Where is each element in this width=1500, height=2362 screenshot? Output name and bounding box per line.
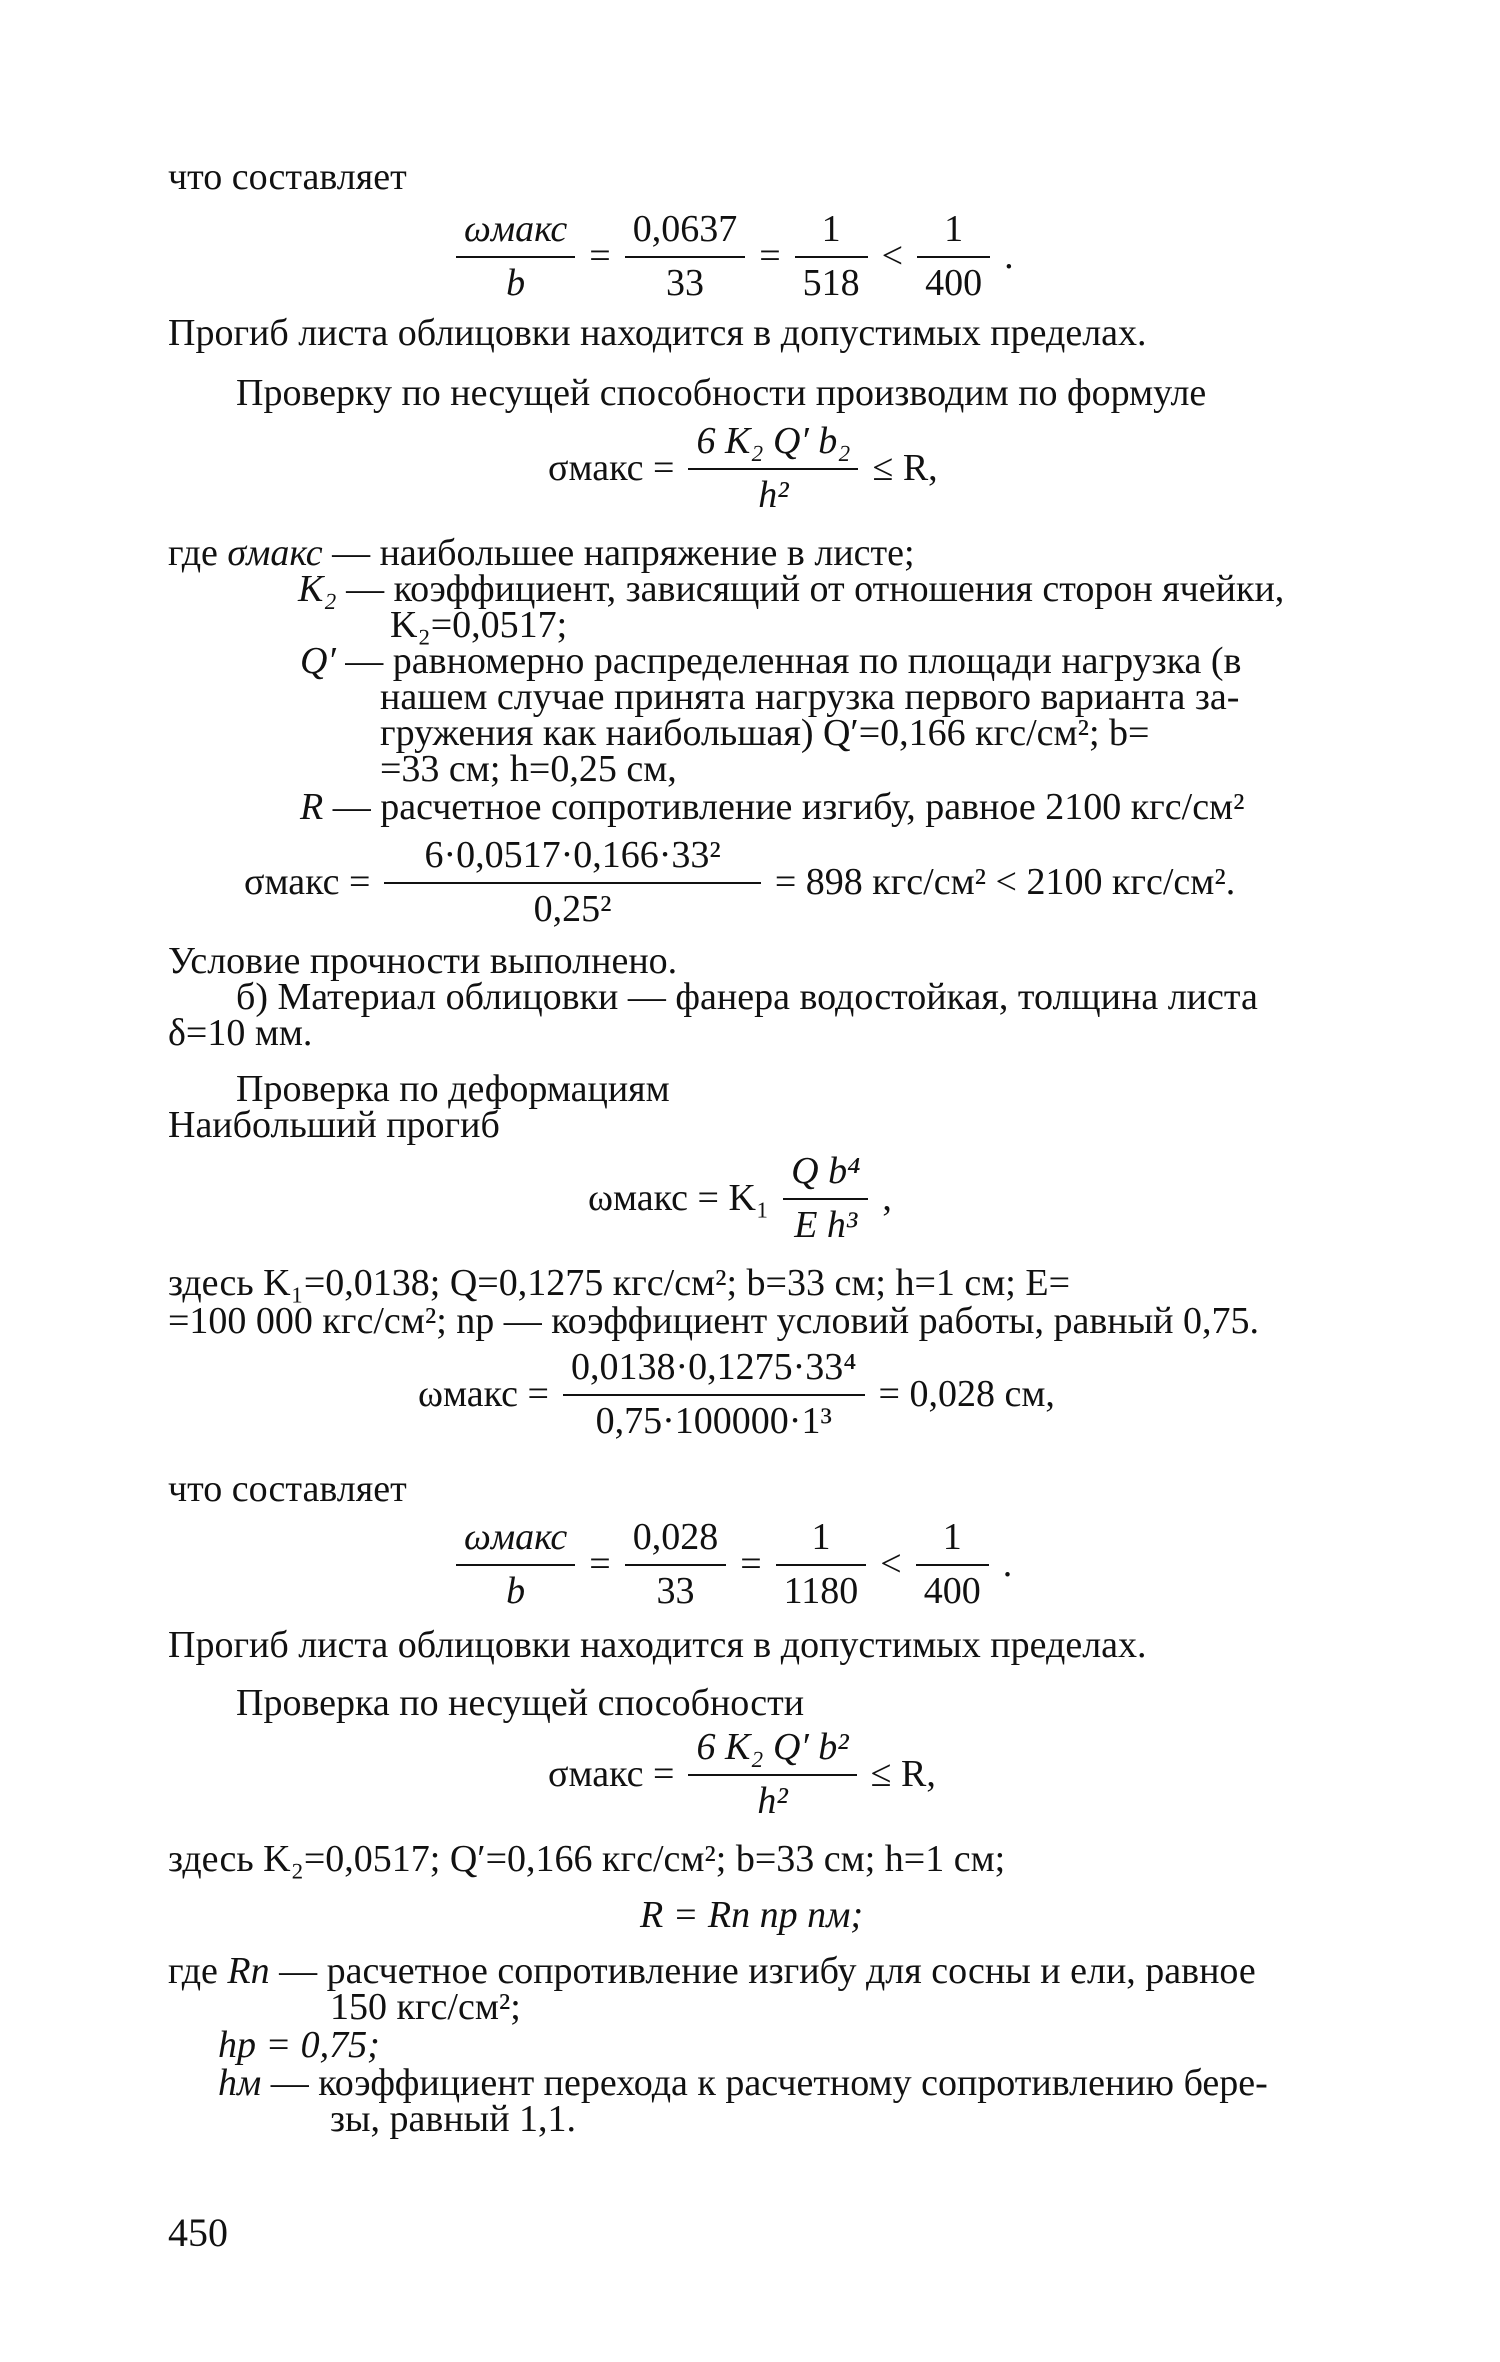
text-line: что составляет [168, 1468, 407, 1510]
definition-row: Q′ — равномерно распределенная по площади нагрузка (в [300, 640, 1242, 682]
definition-row: где Rп — расчетное сопротивление изгибу для сосны и ели, равное [168, 1950, 1256, 1992]
formula-design-resistance: R = Rп nр nм; [640, 1894, 863, 1936]
text-line: Прогиб листа облицовки находится в допустимых пределах. [168, 1624, 1147, 1666]
definition-continuation: =33 см; h=0,25 см, [380, 748, 677, 790]
text-line: здесь K₂=0,0517; Q′=0,166 кгс/см²; b=33 см; h=1 см; [168, 1838, 1006, 1880]
definition-row: R — расчетное сопротивление изгибу, равное 2100 кгс/см² [300, 786, 1245, 828]
text-line: что составляет [168, 156, 407, 198]
text-line: Проверка по несущей способности [236, 1682, 805, 1724]
formula-stress-general: σмакс = $\frac{\text{6 K₂ Q′ b₂}}{\text{h²}}$ ≤ R, [548, 420, 938, 516]
definition-continuation: K₂=0,0517; [390, 604, 568, 646]
text-line: Условие прочности выполнено. [168, 940, 678, 982]
formula-deflection-ratio-1: $\frac{\text{ωмакс}}{b}$ = $\frac{0,0637}{33}$ = $\frac{1}{518}$ < $\frac{1}{400}$ . [450, 208, 1022, 305]
formula-deflection-ratio-2: $\frac{\text{ωмакс}}{b}$ = $\frac{0,028}{33}$ = $\frac{1}{1180}$ < $\frac{1}{400}$ . [450, 1516, 1020, 1613]
text-line: Прогиб листа облицовки находится в допустимых пределах. [168, 312, 1147, 354]
definition-continuation: 150 кгс/см²; [330, 1986, 521, 2028]
formula-stress-numeric: σмакс = $\frac{\text{6·0,0517·0,166·33²}}{\text{0,25²}}$ = 898 кгс/см² < 2100 кгс/см². [244, 834, 1236, 930]
definition-row: где σмакс — наибольшее напряжение в листе; [168, 532, 915, 574]
definition-continuation: зы, равный 1,1. [330, 2098, 577, 2140]
text-line: =100 000 кгс/см²; nр — коэффициент условий работы, равный 0,75. [168, 1300, 1259, 1342]
text-line: δ=10 мм. [168, 1012, 313, 1054]
text-line: б) Материал облицовки — фанера водостойкая, толщина листа [236, 976, 1258, 1018]
text-line: Наибольший прогиб [168, 1104, 500, 1146]
text-line: Проверку по несущей способности производим по формуле [236, 372, 1207, 414]
text-line: Проверка по деформациям [236, 1068, 670, 1110]
definition-row: hм — коэффициент перехода к расчетному сопротивлению бере- [218, 2062, 1268, 2104]
formula-deflection-numeric: ωмакс = $\frac{\text{0,0138·0,1275·33⁴}}{\text{0,75·100000·1³}}$ = 0,028 см, [418, 1346, 1055, 1442]
fraction-numerator: ωмакс [456, 208, 575, 258]
text-line: здесь K₁=0,0138; Q=0,1275 кгс/см²; b=33 см; h=1 см; E= [168, 1262, 1070, 1304]
definition-row: hр = 0,75; [218, 2024, 380, 2066]
definition-continuation: нашем случае принята нагрузка первого варианта за- [380, 676, 1240, 718]
page-number: 450 [168, 2210, 228, 2255]
formula-max-deflection: ωмакс = K₁ $\frac{\text{Q b⁴}}{\text{E h³}}$ , [588, 1150, 892, 1246]
definition-continuation: гружения как наибольшая) Q′=0,166 кгс/см²; b= [380, 712, 1150, 754]
fraction-denominator: b [506, 261, 526, 304]
definition-row: K₂ — коэффициент, зависящий от отношения сторон ячейки, [298, 568, 1285, 610]
formula-stress-check: σмакс = $\frac{\text{6 K₂ Q′ b²}}{\text{h²}}$ ≤ R, [548, 1726, 936, 1822]
